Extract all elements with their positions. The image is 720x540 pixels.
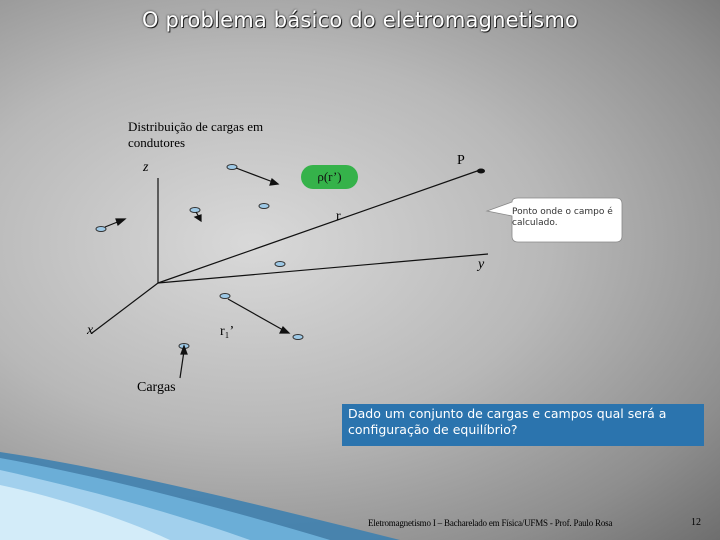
callout-text: Ponto onde o campo é calculado.	[512, 207, 613, 228]
z-axis-label: z	[143, 160, 149, 175]
point-p-marker	[477, 169, 485, 174]
y-axis-label: y	[478, 257, 485, 272]
charge	[259, 204, 269, 209]
decorative-swoosh	[0, 452, 400, 540]
charge	[275, 262, 285, 267]
slide-title: O problema básico do eletromagnetismo	[141, 8, 579, 32]
x-axis-line	[92, 283, 158, 333]
charge	[227, 165, 237, 170]
charge	[96, 227, 106, 232]
r1-prime-label: r₁’	[220, 324, 235, 339]
charges-label: Cargas	[137, 380, 176, 395]
page-number: 12	[691, 517, 701, 528]
y-axis-line	[158, 254, 488, 283]
question-box: Dado um conjunto de cargas e campos qual será a configuração de equilíbrio?	[342, 404, 704, 446]
charge-density-label: ρ(r’)	[301, 165, 358, 189]
x-axis-label: x	[87, 323, 94, 338]
distribution-label: Distribuição de cargas em condutores	[128, 119, 264, 150]
charge	[293, 335, 303, 340]
point-p-label: P	[457, 153, 465, 168]
charge	[190, 208, 200, 213]
charge	[220, 294, 230, 299]
charges	[96, 165, 303, 349]
r-vector-label: r	[336, 209, 341, 224]
charge-arrows	[105, 168, 289, 378]
footer-text: Eletromagnetismo I – Bacharelado em Física/UFMS - Prof. Paulo Rosa	[368, 518, 613, 528]
